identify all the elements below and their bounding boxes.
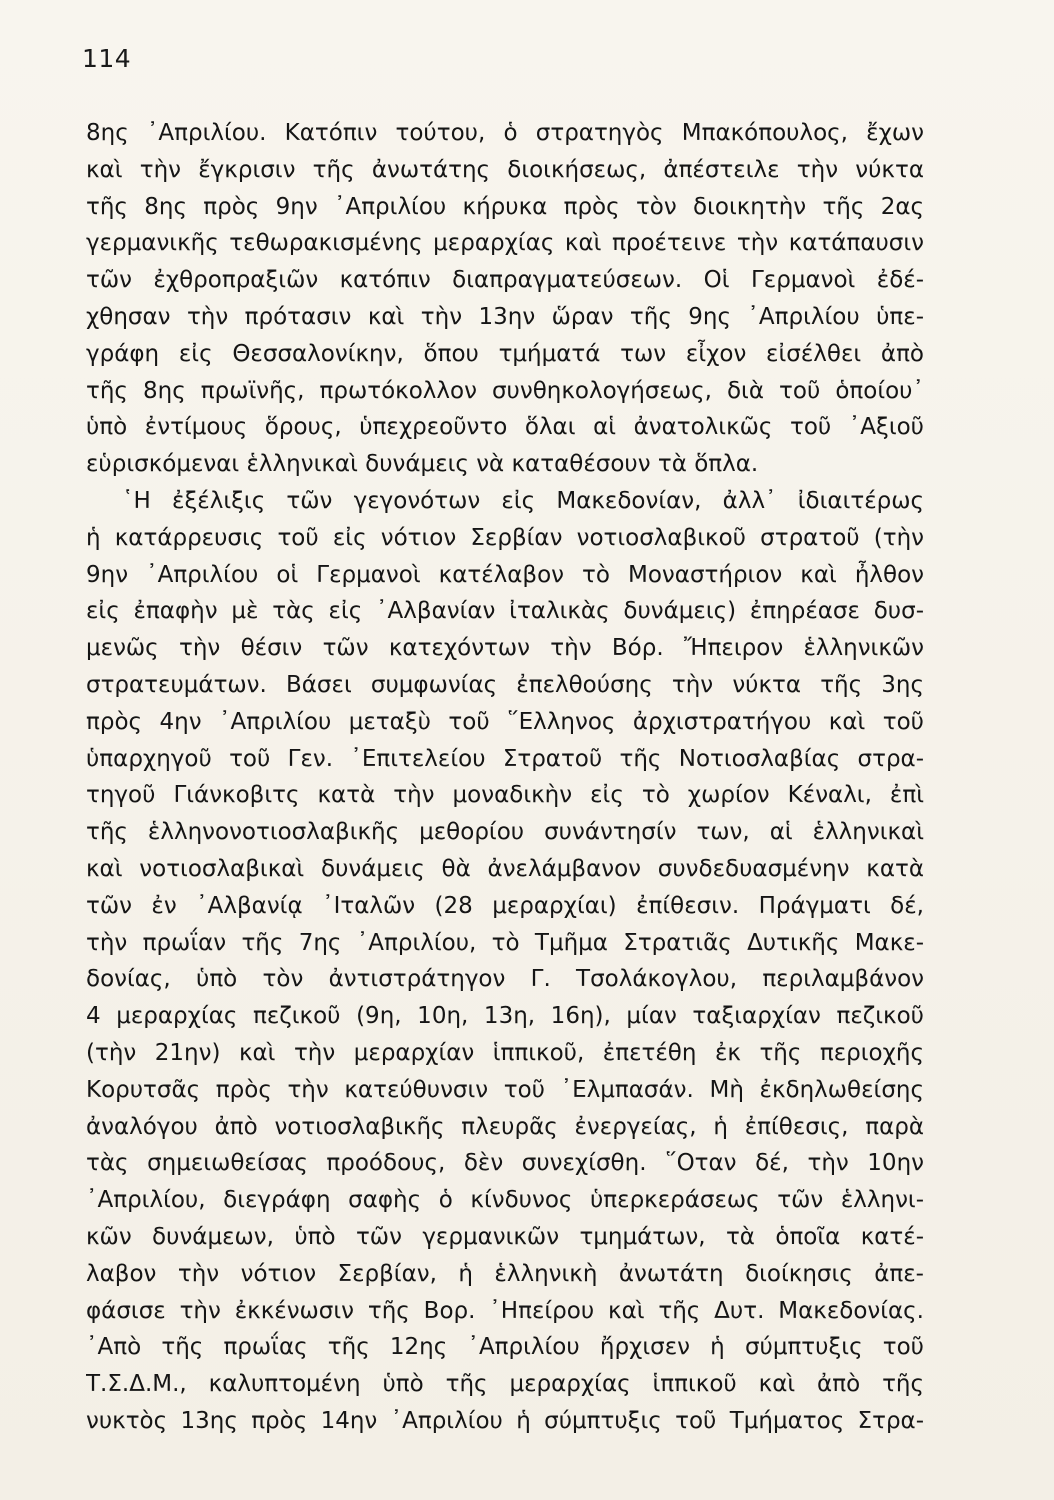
text-line: καὶ τὴν ἔγκρισιν τῆς ἀνωτάτης διοικήσεως, ἀπέστειλε τὴν νύκτα — [86, 156, 924, 183]
text-line: 8ης ᾽Απριλίου. Κατόπιν τούτου, ὁ στρατηγὸς Μπακόπουλος, ἔχων — [86, 120, 924, 146]
text-line: τῶν ἐν ᾽Αλβανίᾳ ᾽Ιταλῶν (28 μεραρχίαι) ἐπίθεσιν. Πράγματι δέ, — [86, 892, 924, 919]
text-line: γράφη εἰς Θεσσαλονίκην, ὅπου τμήματά των εἶχον εἰσέλθει ἀπὸ — [86, 340, 924, 367]
text-line: 4 μεραρχίας πεζικοῦ (9η, 10η, 13η, 16η), μίαν ταξιαρχίαν πεζικοῦ — [86, 1003, 924, 1030]
text-line: 9ην ᾽Απριλίου οἱ Γερμανοὶ κατέλαβον τὸ Μοναστήριον καὶ ἦλθον — [86, 561, 924, 588]
text-line: γερμανικῆς τεθωρακισμένης μεραρχίας καὶ προέτεινε τὴν κατάπαυσιν — [86, 230, 924, 257]
paragraph-end-line: εὑρισκόμεναι ἑλληνικαὶ δυνάμεις νὰ καταθέσουν τὰ ὅπλα. — [86, 451, 759, 478]
text-line: φάσισε τὴν ἐκκένωσιν τῆς Βορ. ᾽Ηπείρου καὶ τῆς Δυτ. Μακεδονίας. — [86, 1297, 924, 1324]
text-line: ὑπὸ ἐντίμους ὅρους, ὑπεχρεοῦντο ὅλαι αἱ ἀνατολικῶς τοῦ ᾽Αξιοῦ — [86, 414, 924, 441]
text-line: ἡ κατάρρευσις τοῦ εἰς νότιον Σερβίαν νοτιοσλαβικοῦ στρατοῦ (τὴν — [86, 524, 924, 551]
text-line: νυκτὸς 13ης πρὸς 14ην ᾽Απριλίου ἡ σύμπτυξις τοῦ Τμήματος Στρα- — [86, 1407, 924, 1434]
text-line: πρὸς 4ην ᾽Απριλίου μεταξὺ τοῦ ῞Ελληνος ἀρχιστρατήγου καὶ τοῦ — [86, 708, 924, 735]
paragraph-start-line: ῾Η ἐξέλιξις τῶν γεγονότων εἰς Μακεδονίαν, ἀλλ᾽ ἰδιαιτέρως — [122, 487, 924, 514]
text-line: καὶ νοτιοσλαβικαὶ δυνάμεις θὰ ἀνελάμβανον συνδεδυασμένην κατὰ — [86, 855, 924, 882]
text-line: τῆς 8ης πρωϊνῆς, πρωτόκολλον συνθηκολογήσεως, διὰ τοῦ ὁποίου᾽ — [86, 377, 924, 404]
text-line: Τ.Σ.Δ.Μ., καλυπτομένη ὑπὸ τῆς μεραρχίας ἱππικοῦ καὶ ἀπὸ τῆς — [86, 1371, 924, 1398]
text-line: τῶν ἐχθροπραξιῶν κατόπιν διαπραγματεύσεων. Οἱ Γερμανοὶ ἐδέ- — [86, 267, 924, 294]
text-line: εἰς ἐπαφὴν μὲ τὰς εἰς ᾽Αλβανίαν ἰταλικὰς δυνάμεις) ἐπηρέασε δυσ- — [86, 598, 924, 625]
text-line: μενῶς τὴν θέσιν τῶν κατεχόντων τὴν Βόρ. Ἤπειρον ἑλληνικῶν — [86, 635, 924, 662]
text-line: Κορυτσᾶς πρὸς τὴν κατεύθυνσιν τοῦ ᾽Ελμπασάν. Μὴ ἐκδηλωθείσης — [86, 1076, 924, 1103]
text-line: (τὴν 21ην) καὶ τὴν μεραρχίαν ἱππικοῦ, ἐπετέθη ἐκ τῆς περιοχῆς — [86, 1039, 924, 1066]
text-line: τὴν πρωΐαν τῆς 7ης ᾽Απριλίου, τὸ Τμῆμα Στρατιᾶς Δυτικῆς Μακε- — [86, 929, 924, 956]
page-number: 114 — [82, 44, 132, 73]
text-line: δονίας, ὑπὸ τὸν ἀντιστράτηγον Γ. Τσολάκογλου, περιλαμβάνον — [86, 966, 924, 993]
text-line: κῶν δυνάμεων, ὑπὸ τῶν γερμανικῶν τμημάτων, τὰ ὁποῖα κατέ- — [86, 1223, 924, 1250]
text-line: τῆς ἑλληνονοτιοσλαβικῆς μεθορίου συνάντησίν των, αἱ ἑλληνικαὶ — [86, 819, 924, 846]
text-line: χθησαν τὴν πρότασιν καὶ τὴν 13ην ὥραν τῆς 9ης ᾽Απριλίου ὑπε- — [86, 303, 924, 330]
text-line: ἀναλόγου ἀπὸ νοτιοσλαβικῆς πλευρᾶς ἐνεργείας, ἡ ἐπίθεσις, παρὰ — [86, 1113, 924, 1140]
text-line: τηγοῦ Γιάνκοβιτς κατὰ τὴν μοναδικὴν εἰς τὸ χωρίον Κέναλι, ἐπὶ — [86, 782, 924, 809]
text-line: ᾽Απριλίου, διεγράφη σαφὴς ὁ κίνδυνος ὑπερκεράσεως τῶν ἑλληνι- — [86, 1187, 924, 1214]
text-line: ὑπαρχηγοῦ τοῦ Γεν. ᾽Επιτελείου Στρατοῦ τῆς Νοτιοσλαβίας στρα- — [86, 745, 924, 772]
body-text — [86, 115, 924, 1440]
text-line: στρατευμάτων. Βάσει συμφωνίας ἐπελθούσης τὴν νύκτα τῆς 3ης — [86, 671, 924, 698]
text-line: τῆς 8ης πρὸς 9ην ᾽Απριλίου κήρυκα πρὸς τὸν διοικητὴν τῆς 2ας — [86, 193, 924, 220]
text-line: τὰς σημειωθείσας προόδους, δὲν συνεχίσθη. ῞Οταν δέ, τὴν 10ην — [86, 1150, 924, 1177]
text-line: λαβον τὴν νότιον Σερβίαν, ἡ ἑλληνικὴ ἀνωτάτη διοίκησις ἀπε- — [86, 1260, 924, 1287]
text-line: ᾽Απὸ τῆς πρωΐας τῆς 12ης ᾽Απριλίου ἤρχισεν ἡ σύμπτυξις τοῦ — [86, 1334, 924, 1361]
